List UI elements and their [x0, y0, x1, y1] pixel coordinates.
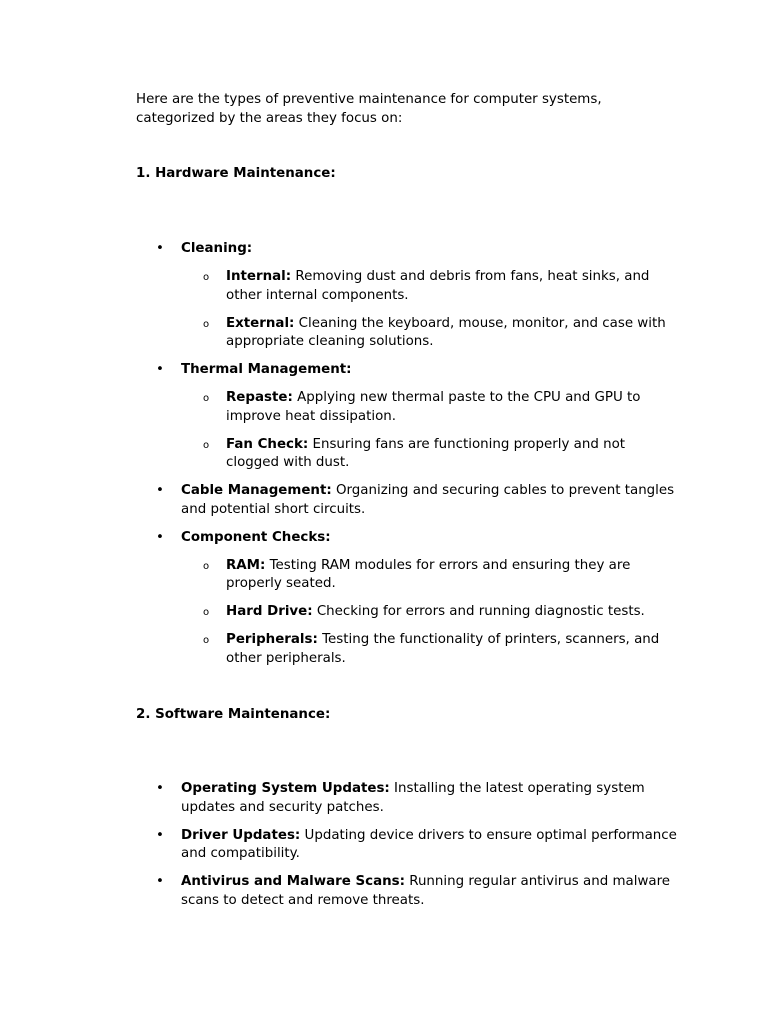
- bullet-icon: •: [156, 483, 164, 499]
- item-text: Installing the latest operating system updates and security patches.: [181, 781, 645, 815]
- sublist-item: [181, 268, 681, 305]
- subitem-term: External:: [226, 315, 295, 331]
- circle-bullet-icon: o: [203, 635, 210, 647]
- bullet-icon: •: [156, 781, 164, 796]
- sublist: [181, 389, 681, 473]
- section-heading-hardware: 1. Hardware Maintenance:: [136, 166, 336, 181]
- circle-bullet-icon: o: [203, 607, 210, 619]
- circle-bullet-icon: o: [203, 271, 210, 283]
- sublist-item: [181, 557, 681, 594]
- list-item: [136, 240, 681, 352]
- item-term: Thermal Management:: [181, 362, 352, 378]
- bullet-icon: •: [156, 874, 164, 890]
- section-heading-software: 2. Software Maintenance:: [136, 707, 331, 722]
- sublist-item: [181, 603, 681, 622]
- sublist: [181, 557, 681, 669]
- subitem-term: Repaste:: [226, 390, 293, 406]
- item-term: Driver Updates:: [181, 827, 301, 843]
- sublist-item: [181, 389, 681, 426]
- bullet-icon: •: [156, 529, 164, 545]
- subitem-term: Fan Check:: [226, 436, 309, 452]
- subitem-text: Checking for errors and running diagnostic tests.: [312, 604, 645, 620]
- circle-bullet-icon: o: [203, 439, 210, 451]
- sublist-item: [181, 436, 681, 473]
- bullet-icon: •: [156, 362, 164, 378]
- circle-bullet-icon: o: [203, 393, 210, 405]
- item-term: Cleaning:: [181, 241, 253, 256]
- software-list: [136, 780, 681, 920]
- subitem-text: Applying new thermal paste to the CPU and GPU to improve heat dissipation.: [226, 390, 641, 424]
- item-text: Updating device drivers to ensure optimal performance and compatibility.: [181, 827, 677, 862]
- subitem-term: Hard Drive:: [226, 604, 313, 620]
- subitem-term: Internal:: [226, 268, 292, 284]
- subitem-text: Testing RAM modules for errors and ensuring they are properly seated.: [226, 557, 631, 592]
- circle-bullet-icon: o: [203, 318, 210, 330]
- subitem-term: RAM:: [226, 557, 266, 573]
- list-item: [136, 361, 681, 473]
- item-term: Antivirus and Malware Scans:: [181, 874, 405, 890]
- item-text: Running regular antivirus and malware scans to detect and remove threats.: [181, 874, 671, 908]
- subitem-text: Testing the functionality of printers, scanners, and other peripherals.: [226, 632, 660, 666]
- subitem-text: Removing dust and debris from fans, heat sinks, and other internal components.: [226, 268, 650, 303]
- subitem-text: Cleaning the keyboard, mouse, monitor, and case with appropriate cleaning solutions.: [226, 315, 666, 350]
- item-term: Component Checks:: [181, 529, 331, 545]
- hardware-list: [136, 240, 681, 678]
- item-text: Organizing and securing cables to prevent tangles and potential short circuits.: [181, 483, 675, 517]
- list-item: [136, 780, 681, 817]
- list-item: [136, 827, 681, 864]
- circle-bullet-icon: o: [203, 560, 210, 572]
- bullet-icon: •: [156, 241, 164, 256]
- sublist-item: [181, 315, 681, 352]
- item-term: Cable Management:: [181, 483, 332, 499]
- sublist: [181, 268, 681, 352]
- subitem-term: Peripherals:: [226, 632, 318, 648]
- list-item: [136, 529, 681, 669]
- list-item: [136, 873, 681, 910]
- item-term: Operating System Updates:: [181, 781, 390, 796]
- bullet-icon: •: [156, 827, 164, 843]
- intro-paragraph: Here are the types of preventive maintenance for computer systems, categorized by the areas they focus on:: [136, 92, 602, 126]
- list-item: [136, 482, 681, 519]
- sublist-item: [181, 631, 681, 668]
- subitem-text: Ensuring fans are functioning properly and not clogged with dust.: [226, 436, 626, 471]
